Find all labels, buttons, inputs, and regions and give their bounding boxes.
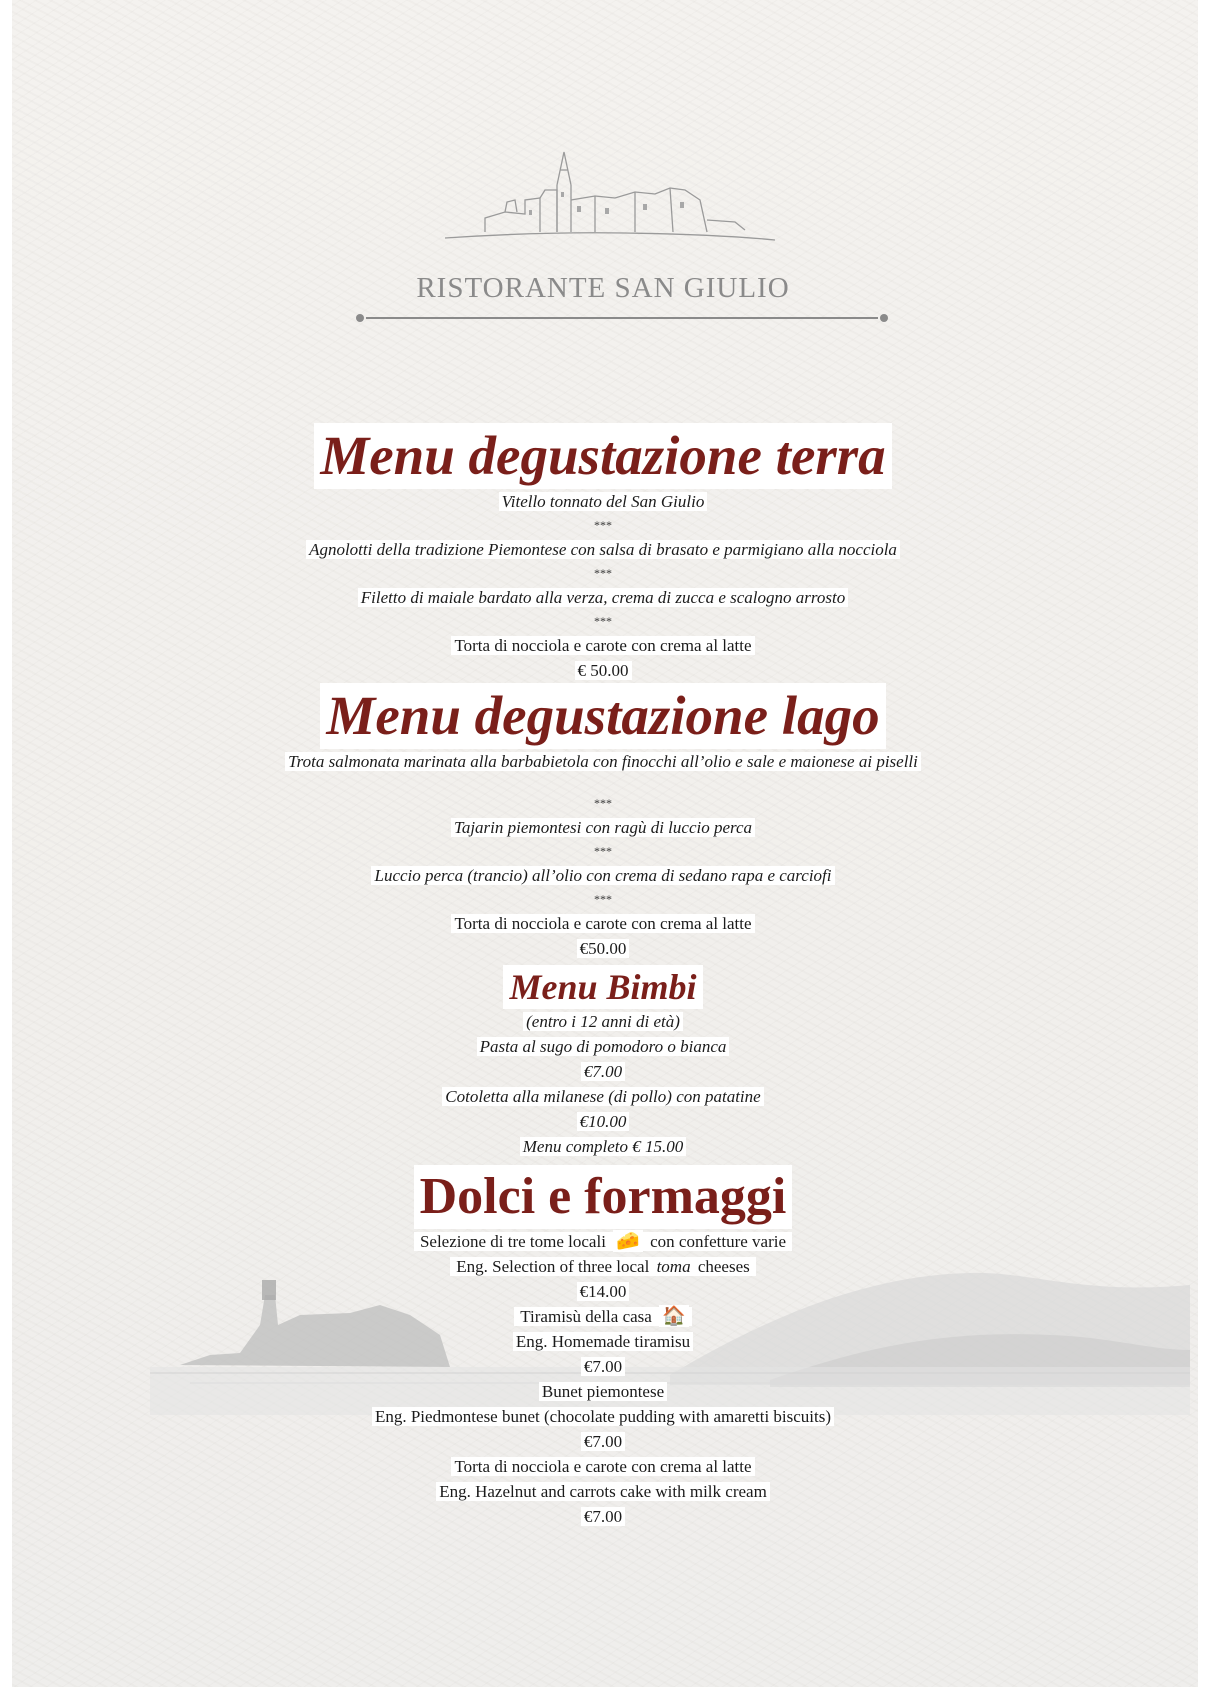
bimbi-complete-price: Menu completo € 15.00 [120,1134,1086,1159]
lago-course-3: Luccio perca (trancio) all’olio con crema di sedano rapa e carciofi [120,863,1086,888]
lago-course-1: Trota salmonata marinata alla barbabietola con finocchi all’olio e sale e maionese ai piselli [120,749,1086,774]
dolci-bunet: Bunet piemontese [120,1379,1086,1404]
course-separator: *** [594,518,612,532]
house-icon: 🏠 [659,1305,689,1327]
section-title-dolci: Dolci e formaggi [414,1165,793,1229]
terra-course-1: Vitello tonnato del San Giulio [120,489,1086,514]
dolci-torta: Torta di nocciola e carote con crema al latte [120,1454,1086,1479]
course-separator: *** [594,892,612,906]
logo-divider [352,310,892,326]
restaurant-logo-illustration [445,140,775,250]
dolci-cheese: Selezione di tre tome locali 🧀 con confetture varie [120,1229,1086,1254]
section-title-bimbi: Menu Bimbi [503,965,702,1009]
bimbi-subtitle: (entro i 12 anni di età) [120,1009,1086,1034]
terra-price: € 50.00 [120,658,1086,683]
dolci-torta-en: Eng. Hazelnut and carrots cake with milk cream [120,1479,1086,1504]
page-left-border [0,0,12,1687]
course-separator: *** [594,566,612,580]
terra-course-3: Filetto di maiale bardato alla verza, crema di zucca e scalogno arrosto [120,585,1086,610]
course-separator: *** [594,614,612,628]
terra-course-4: Torta di nocciola e carote con crema al latte [120,633,1086,658]
menu-content [120,423,1086,1529]
dolci-tiramisu: Tiramisù della casa 🏠 [120,1304,1086,1329]
course-separator: *** [594,844,612,858]
dolci-cheese-price: €14.00 [120,1279,1086,1304]
dolci-cheese-en: Eng. Selection of three local toma cheeses [120,1254,1086,1279]
lago-course-2: Tajarin piemontesi con ragù di luccio perca [120,815,1086,840]
bimbi-item-1: Pasta al sugo di pomodoro o bianca [120,1034,1086,1059]
page-right-border [1198,0,1206,1687]
dolci-bunet-en: Eng. Piedmontese bunet (chocolate pudding with amaretti biscuits) [120,1404,1086,1429]
bimbi-item-2: Cotoletta alla milanese (di pollo) con patatine [120,1084,1086,1109]
section-title-terra: Menu degustazione terra [314,423,891,489]
dolci-bunet-price: €7.00 [120,1429,1086,1454]
dolci-tiramisu-price: €7.00 [120,1354,1086,1379]
terra-course-2: Agnolotti della tradizione Piemontese con salsa di brasato e parmigiano alla nocciola [120,537,1086,562]
section-title-lago: Menu degustazione lago [320,683,885,749]
dolci-torta-price: €7.00 [120,1504,1086,1529]
restaurant-name: RISTORANTE SAN GIULIO [416,272,790,304]
course-separator: *** [594,796,612,810]
spacer [120,774,1086,792]
bimbi-price-1: €7.00 [120,1059,1086,1084]
lago-price: €50.00 [120,936,1086,961]
bimbi-price-2: €10.00 [120,1109,1086,1134]
cheese-icon: 🧀 [613,1230,643,1252]
dolci-tiramisu-en: Eng. Homemade tiramisu [120,1329,1086,1354]
lago-course-4: Torta di nocciola e carote con crema al latte [120,911,1086,936]
